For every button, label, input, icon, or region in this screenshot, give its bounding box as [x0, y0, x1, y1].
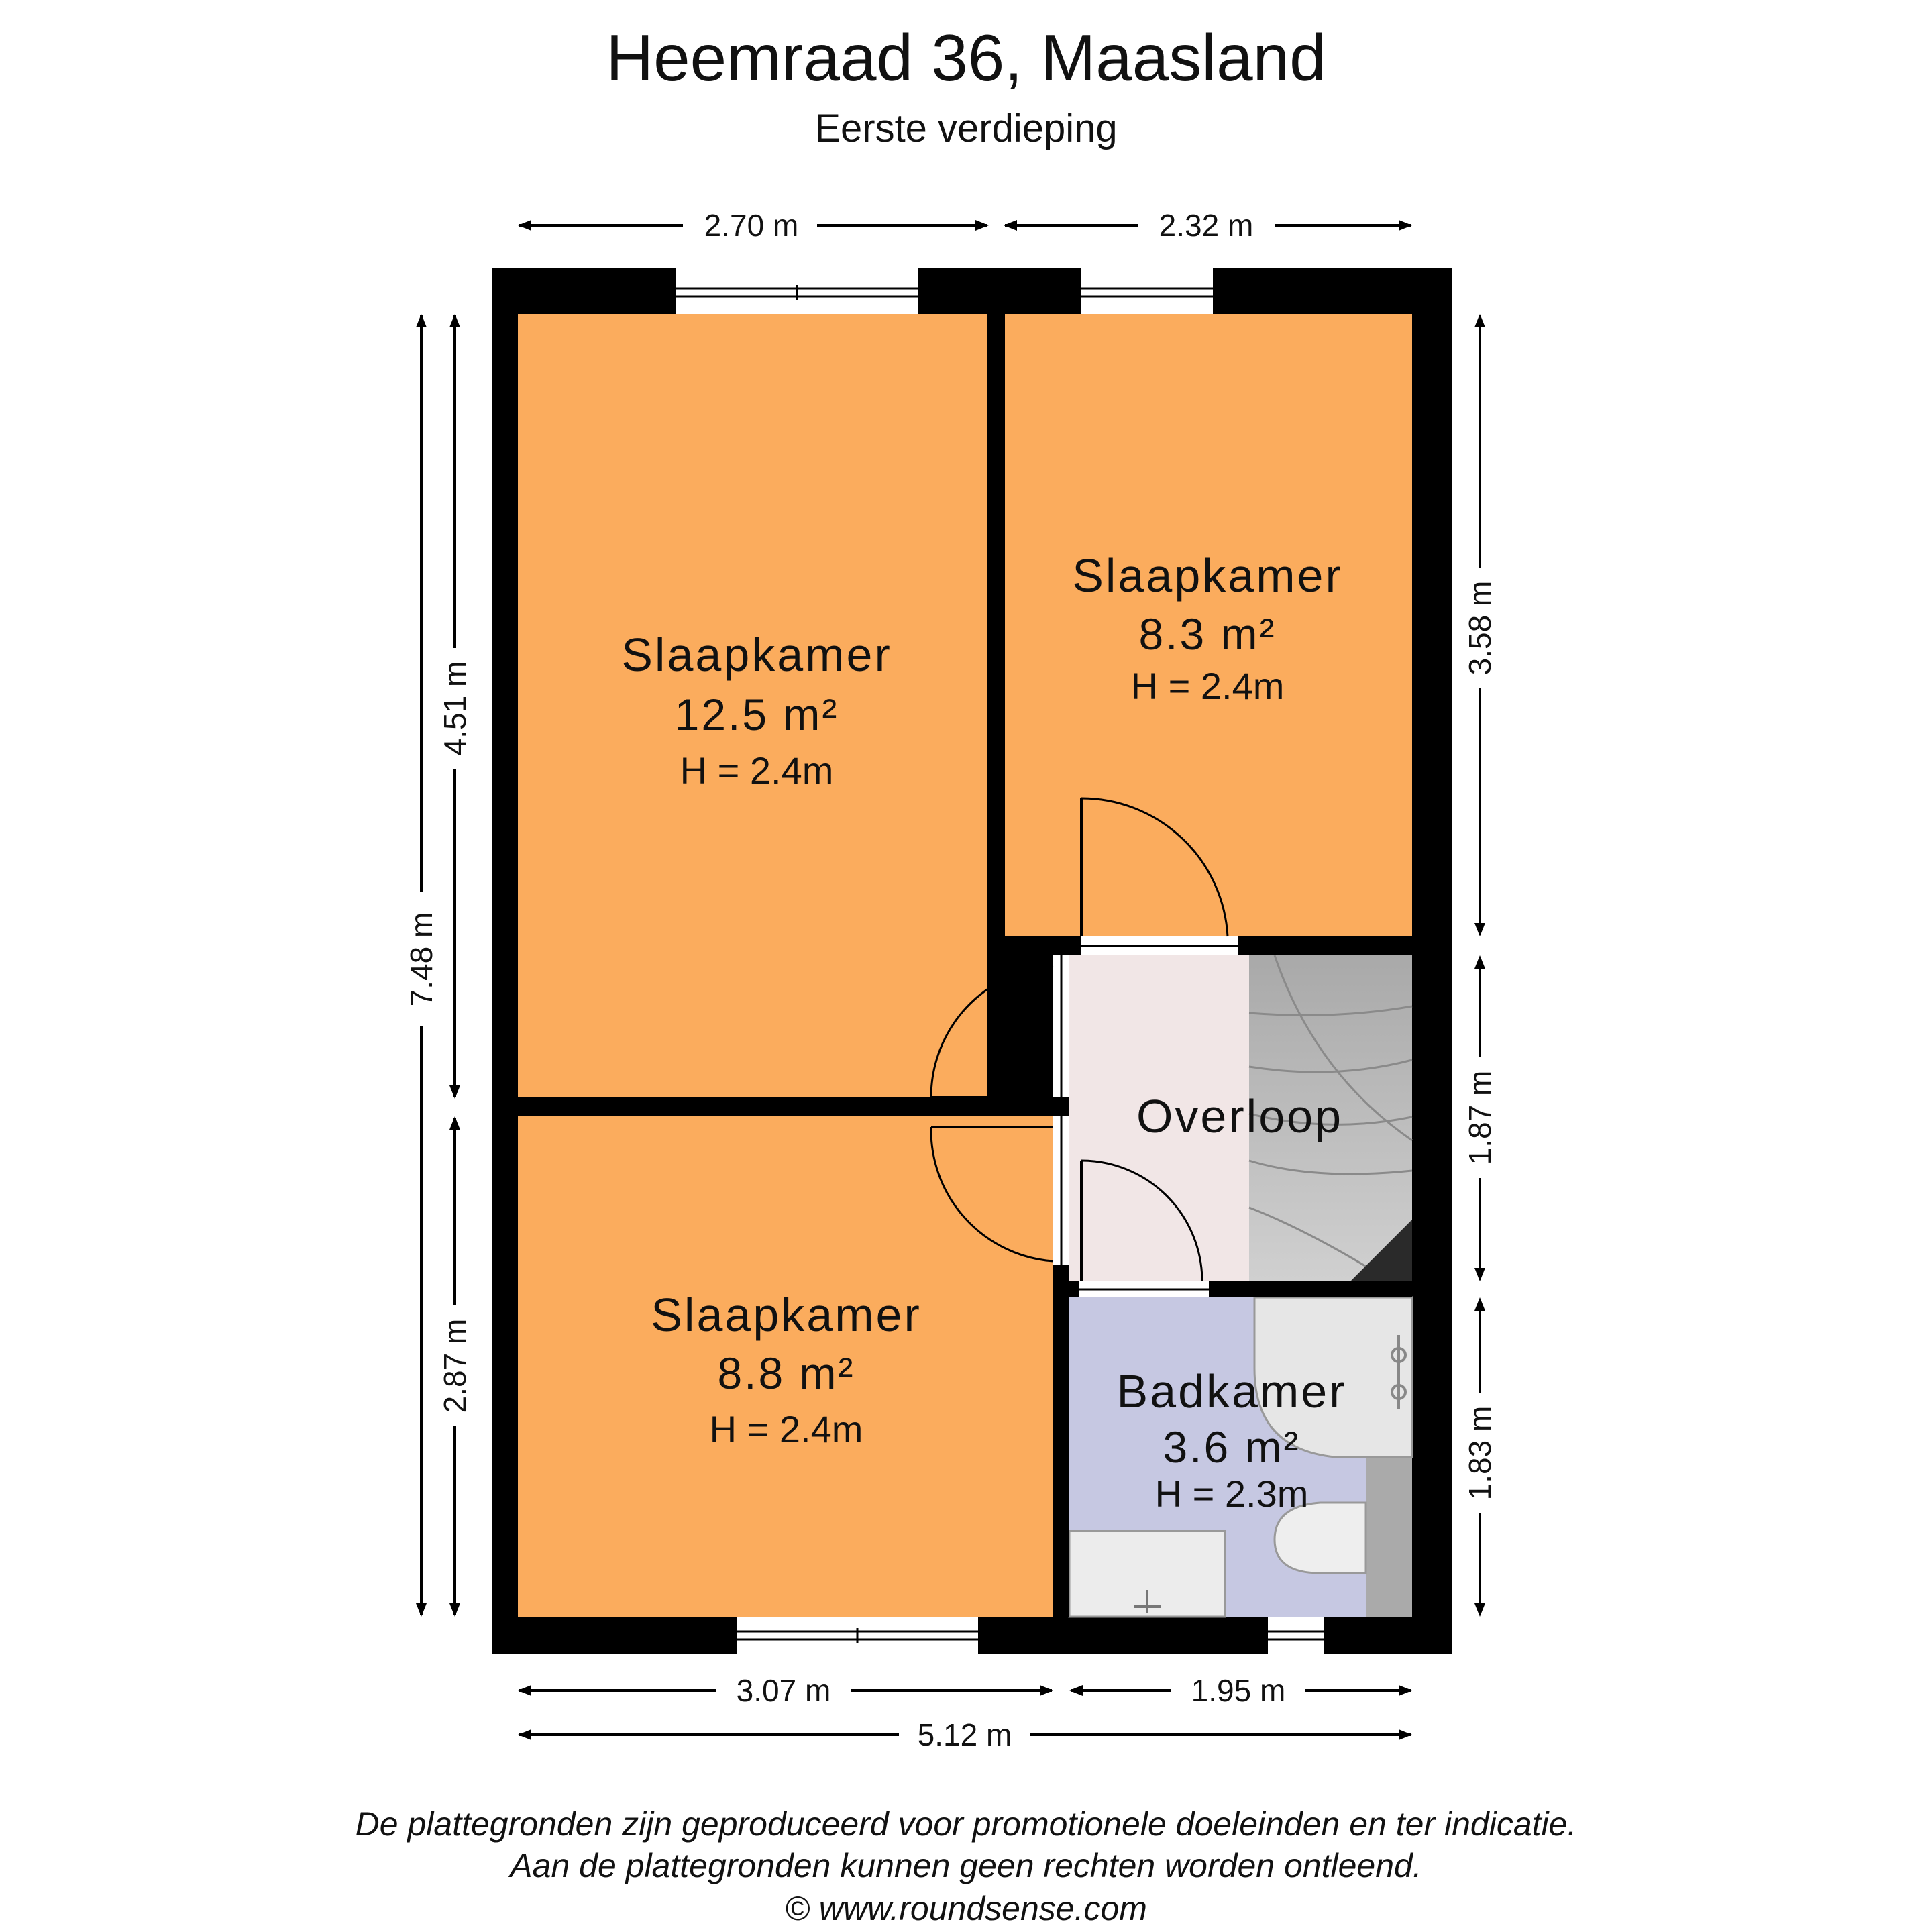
- room-name-bed-topright: Slaapkamer: [1072, 549, 1343, 602]
- dim-right-middle: 1.87 m: [1462, 1070, 1497, 1165]
- window-bottom-right: [1268, 1617, 1324, 1654]
- disclaimer-line-2: Aan de plattegronden kunnen geen rechten worden ontleend.: [510, 1847, 1422, 1884]
- dim-bottom-left: 3.07 m: [736, 1673, 831, 1708]
- window-top-right: [1081, 268, 1213, 314]
- plan-title: Heemraad 36, Maasland: [606, 21, 1326, 95]
- dim-bottom-total: 5.12 m: [917, 1717, 1012, 1752]
- room-area-bed-bottom: 8.8 m²: [717, 1348, 855, 1398]
- dim-right-lower: 1.83 m: [1462, 1405, 1497, 1501]
- room-name-landing: Overloop: [1136, 1090, 1344, 1142]
- dim-bottom-right: 1.95 m: [1191, 1673, 1286, 1708]
- room-height-bed-topright: H = 2.4m: [1130, 665, 1285, 707]
- room-area-bed-large: 12.5 m²: [674, 690, 839, 739]
- dim-right-upper: 3.58 m: [1462, 580, 1497, 676]
- room-name-bed-bottom: Slaapkamer: [651, 1289, 922, 1341]
- room-area-bathroom: 3.6 m²: [1163, 1422, 1301, 1472]
- dim-left-total: 7.48 m: [404, 912, 439, 1007]
- disclaimer-line-1: De plattegronden zijn geproduceerd voor promotionele doeleinden en ter indicatie.: [355, 1805, 1577, 1843]
- window-top-left: [676, 268, 918, 314]
- room-height-bathroom: H = 2.3m: [1155, 1472, 1309, 1515]
- dim-left-lower: 2.87 m: [437, 1318, 472, 1413]
- room-height-bed-bottom: H = 2.4m: [709, 1408, 863, 1450]
- room-area-bed-topright: 8.3 m²: [1138, 609, 1277, 659]
- room-name-bed-large: Slaapkamer: [621, 629, 892, 681]
- dim-left-upper: 4.51 m: [437, 661, 472, 756]
- room-height-bed-large: H = 2.4m: [680, 749, 834, 792]
- window-bottom-left: [737, 1617, 978, 1654]
- bathroom-cabinet: [1366, 1449, 1412, 1617]
- dim-top-right: 2.32 m: [1159, 208, 1254, 243]
- copyright-line: © www.roundsense.com: [785, 1890, 1147, 1927]
- dim-top-left: 2.70 m: [704, 208, 799, 243]
- room-name-bathroom: Badkamer: [1116, 1365, 1347, 1417]
- floor-subtitle: Eerste verdieping: [814, 107, 1118, 150]
